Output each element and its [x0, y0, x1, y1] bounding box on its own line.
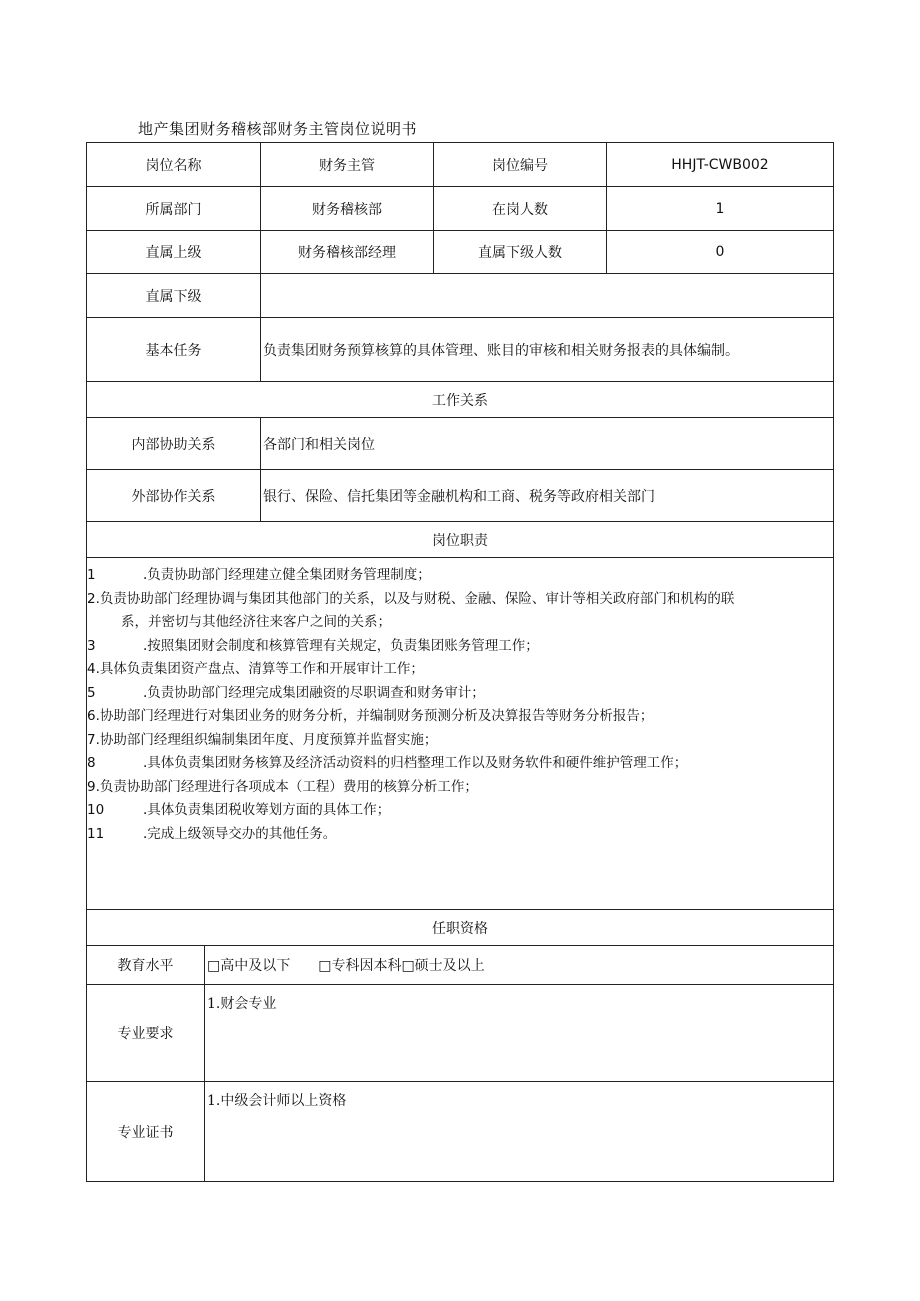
major-label: 专业要求 — [87, 985, 205, 1082]
row-superior — [87, 231, 834, 274]
cert-label: 专业证书 — [87, 1082, 205, 1182]
education-value: □高中及以下 □专科因本科□硕士及以上 — [205, 946, 834, 985]
row-education — [87, 946, 834, 985]
external-relation-label: 外部协作关系 — [87, 470, 261, 522]
duties-section-title: 岗位职责 — [87, 522, 834, 558]
duty-item: 5 .负责协助部门经理完成集团融资的尽职调查和财务审计； — [87, 684, 485, 701]
headcount-label: 在岗人数 — [434, 187, 607, 231]
external-relation-value: 银行、保险、信托集团等金融机构和工商、税务等政府相关部门 — [261, 470, 834, 522]
headcount-value: 1 — [607, 187, 834, 231]
task-label: 基本任务 — [87, 318, 261, 382]
row-duties-header — [87, 522, 834, 558]
post-code-value: HHJT-CWB002 — [607, 143, 834, 187]
duty-item: 1 .负责协助部门经理建立健全集团财务管理制度； — [87, 567, 431, 583]
duty-item: 9.负责协助部门经理进行各项成本（工程）费用的核算分析工作； — [87, 778, 478, 795]
post-name-value: 财务主管 — [261, 143, 434, 187]
row-department — [87, 187, 834, 231]
cert-value: 1.中级会计师以上资格 — [205, 1082, 834, 1182]
job-description-table — [86, 142, 834, 1182]
row-subordinate — [87, 274, 834, 318]
relations-section-title: 工作关系 — [87, 382, 834, 418]
row-post-name — [87, 143, 834, 187]
row-relations-header — [87, 382, 834, 418]
superior-value: 财务稽核部经理 — [261, 231, 434, 274]
qualifications-section-title: 任职资格 — [87, 910, 834, 946]
dept-value: 财务稽核部 — [261, 187, 434, 231]
row-basic-task — [87, 318, 834, 382]
dept-label: 所属部门 — [87, 187, 261, 231]
task-value: 负责集团财务预算核算的具体管理、账目的审核和相关财务报表的具体编制。 — [261, 318, 834, 382]
duty-item: 3 .按照集团财会制度和核算管理有关规定，负责集团账务管理工作； — [87, 637, 539, 654]
row-duties — [87, 558, 834, 910]
row-major — [87, 985, 834, 1082]
duty-item: 7.协助部门经理组织编制集团年度、月度预算并监督实施； — [87, 731, 438, 748]
row-internal-relation — [87, 418, 834, 470]
post-code-label: 岗位编号 — [434, 143, 607, 187]
row-qualifications-header — [87, 910, 834, 946]
duty-item: 6.协助部门经理进行对集团业务的财务分析，并编制财务预测分析及决算报告等财务分析报告； — [87, 708, 654, 724]
education-label: 教育水平 — [87, 946, 205, 985]
row-certificate — [87, 1082, 834, 1182]
post-name-label: 岗位名称 — [87, 143, 261, 187]
duty-item: 8 .具体负责集团财务核算及经济活动资料的归档整理工作以及财务软件和硬件维护管理工作； — [87, 755, 688, 771]
duty-item: 11 .完成上级领导交办的其他任务。 — [87, 825, 337, 842]
internal-relation-value: 各部门和相关岗位 — [261, 418, 834, 470]
subordinate-label: 直属下级 — [87, 274, 261, 318]
document-title: 地产集团财务稽核部财务主管岗位说明书 — [138, 120, 418, 138]
major-value: 1.财会专业 — [205, 985, 834, 1082]
subordinate-count-value: 0 — [607, 231, 834, 274]
duties-list — [87, 558, 834, 910]
duty-item: 4.具体负责集团资产盘点、清算等工作和开展审计工作； — [87, 661, 424, 677]
internal-relation-label: 内部协助关系 — [87, 418, 261, 470]
subordinate-value — [261, 274, 834, 318]
subordinate-count-label: 直属下级人数 — [434, 231, 607, 274]
row-external-relation — [87, 470, 834, 522]
superior-label: 直属上级 — [87, 231, 261, 274]
duty-item: 10 .具体负责集团税收筹划方面的具体工作； — [87, 802, 391, 818]
duty-item: 2.负责协助部门经理协调与集团其他部门的关系，以及与财税、金融、保险、审计等相关政府部门和机构的联 系，并密切与其他经济往来客户之间的关系； — [87, 590, 735, 630]
